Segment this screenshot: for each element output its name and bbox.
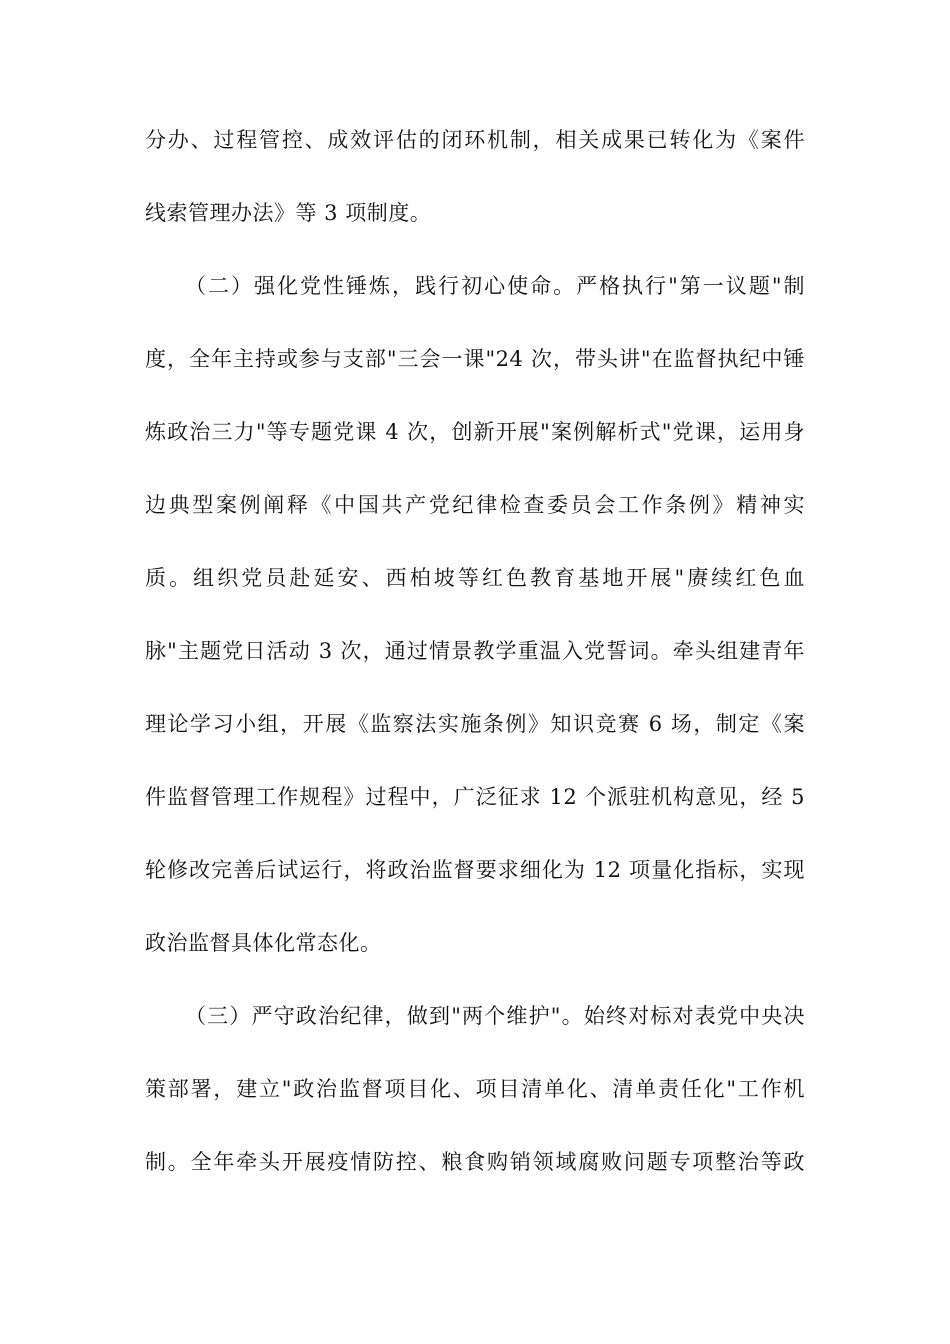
text-line: 度，全年主持或参与支部"三会一课"24 次，带头讲"在监督执纪中锤 (145, 347, 805, 371)
text-line: 件监督管理工作规程》过程中，广泛征求 12 个派驻机构意见，经 5 (145, 785, 805, 809)
text-line: 质。组织党员赴延安、西柏坡等红色教育基地开展"赓续红色血 (145, 566, 805, 590)
paragraph-start-line: （二）强化党性锤炼，践行初心使命。严格执行"第一议题"制 (185, 274, 805, 298)
text-line: 线索管理办法》等 3 项制度。 (145, 201, 432, 225)
text-line: 策部署，建立"政治监督项目化、项目清单化、清单责任化"工作机 (145, 1077, 805, 1101)
text-line: 脉"主题党日活动 3 次，通过情景教学重温入党誓词。牵头组建青年 (145, 639, 805, 663)
text-line: 炼政治三力"等专题党课 4 次，创新开展"案例解析式"党课，运用身 (145, 420, 805, 444)
text-line: 政治监督具体化常态化。 (145, 931, 382, 955)
text-line: 分办、过程管控、成效评估的闭环机制，相关成果已转化为《案件 (145, 128, 805, 152)
text-line: 制。全年牵头开展疫情防控、粮食购销领域腐败问题专项整治等政 (145, 1150, 805, 1174)
text-line: 理论学习小组，开展《监察法实施条例》知识竞赛 6 场，制定《案 (145, 712, 805, 736)
text-line: 轮修改完善后试运行，将政治监督要求细化为 12 项量化指标，实现 (145, 858, 805, 882)
text-line: 边典型案例阐释《中国共产党纪律检查委员会工作条例》精神实 (145, 493, 805, 517)
paragraph-start-line: （三）严守政治纪律，做到"两个维护"。始终对标对表党中央决 (185, 1004, 805, 1028)
